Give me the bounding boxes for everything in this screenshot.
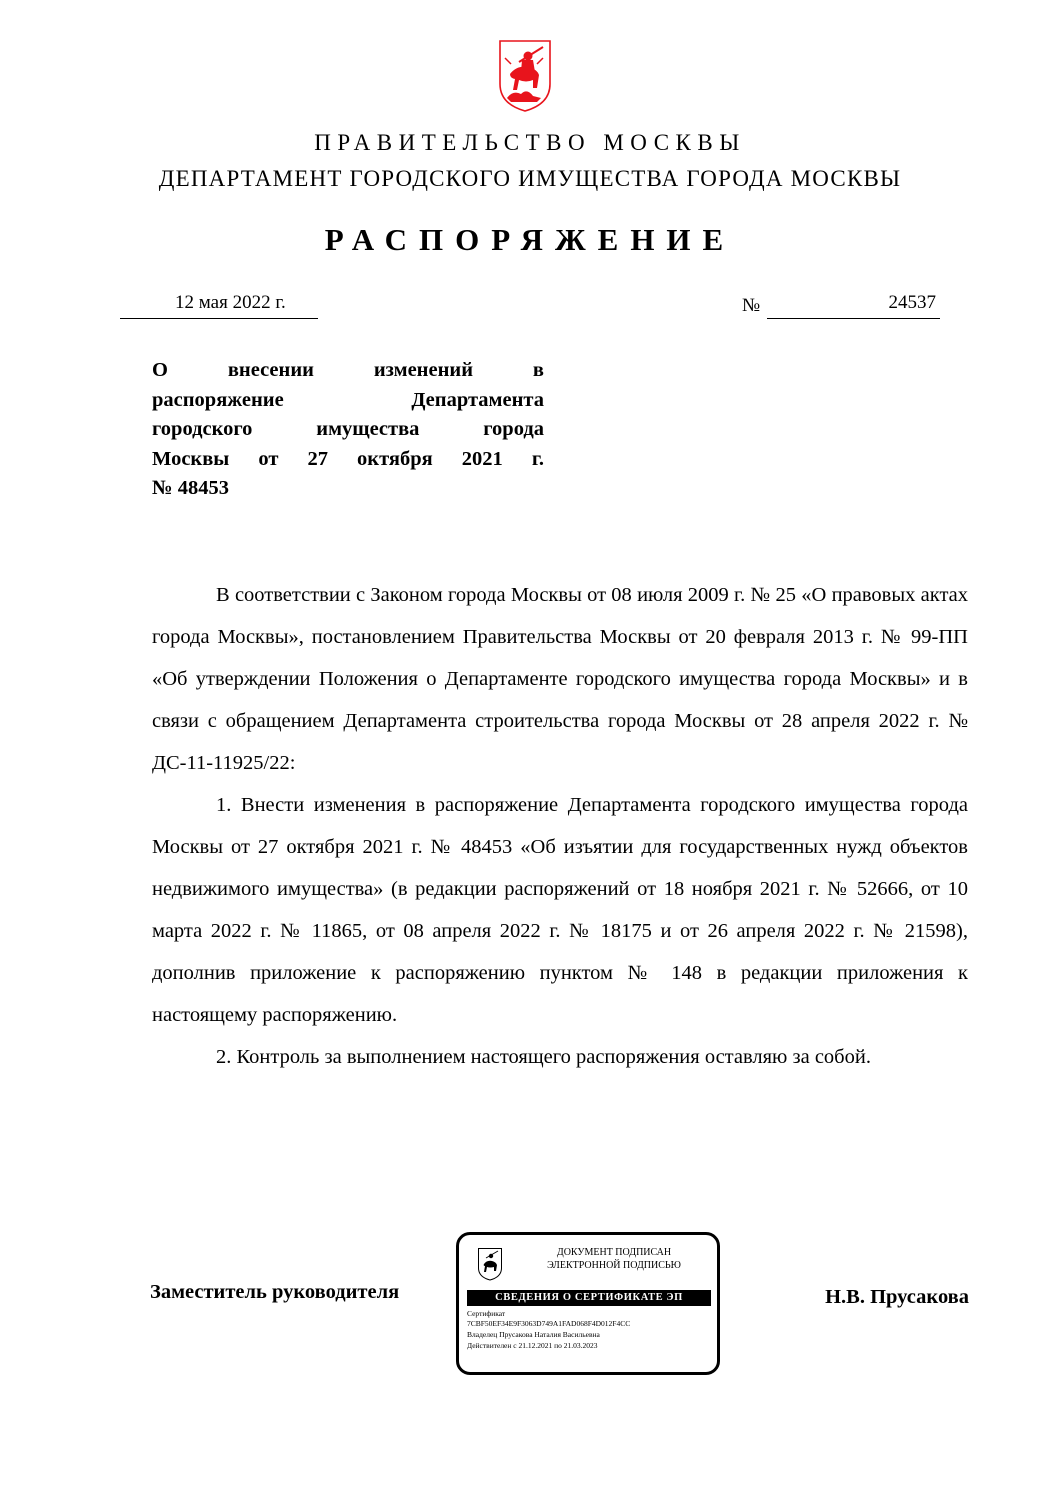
signatory-name: Н.В. Прусакова bbox=[825, 1286, 969, 1308]
stamp-validity: Действителен с 21.12.2021 по 21.03.2023 bbox=[467, 1341, 598, 1350]
organization-line-1: ПРАВИТЕЛЬСТВО МОСКВЫ bbox=[314, 130, 746, 155]
moscow-coat-of-arms-icon bbox=[497, 38, 553, 114]
stamp-header-line-1: ДОКУМЕНТ ПОДПИСАН bbox=[556, 1247, 672, 1258]
document-subject bbox=[152, 356, 544, 504]
document-number: 24537 bbox=[888, 292, 936, 313]
subject-line: распоряжение Департамента bbox=[152, 388, 544, 411]
document-body bbox=[152, 574, 968, 1078]
subject-line: городского имущества города bbox=[152, 418, 544, 440]
organization-line-2: ДЕПАРТАМЕНТ ГОРОДСКОГО ИМУЩЕСТВА ГОРОДА МОСКВЫ bbox=[158, 166, 902, 191]
stamp-owner: Владелец Прусакова Наталия Васильевна bbox=[467, 1330, 600, 1339]
body-paragraph-item-2: 2. Контроль за выполнением настоящего распоряжения оставляю за собой. bbox=[216, 1046, 871, 1068]
stamp-certificate-id: 7CBF50EF34E9F3063D749A1FAD068F4D012F4CC bbox=[467, 1319, 631, 1328]
document-date-field bbox=[120, 288, 318, 319]
subject-line: О внесении изменений в bbox=[152, 359, 544, 381]
body-paragraph-preamble: В соответствии с Законом города Москвы от 08 июля 2009 г. № 25 «О правовых актах города Москвы», постановлением Правительства Москвы от 20 февраля 2013 г. № 99-ПП «Об утверждении Положения о Департаменте городского имущества города Москвы» и в связи с обращением Департамента строительства города Москвы от 28 апреля 2022 г. № ДС-11-11925/22: bbox=[152, 584, 968, 774]
document-type-title: РАСПОРЯЖЕНИЕ bbox=[324, 222, 736, 257]
number-sign: № bbox=[742, 295, 761, 316]
subject-line: № 48453 bbox=[152, 477, 229, 499]
document-date: 12 мая 2022 г. bbox=[175, 292, 286, 313]
electronic-signature-stamp bbox=[456, 1232, 720, 1375]
stamp-certificate-label: Сертификат bbox=[467, 1309, 506, 1318]
stamp-certificate-bar: СВЕДЕНИЯ О СЕРТИФИКАТЕ ЭП bbox=[467, 1290, 711, 1306]
signatory-title: Заместитель руководителя bbox=[150, 1281, 400, 1303]
body-paragraph-item-1: 1. Внести изменения в распоряжение Департамента городского имущества города Москвы от 27 октября 2021 г. № 48453 «Об изъятии для государственных нужд объектов недвижимого имущества» (в редакции распоряжений от 18 ноября 2021 г. № 52666, от 10 марта 2022 г. № 11865, от 08 апреля 2022 г. № 18175 и от 26 апреля 2022 г. № 21598), дополнив приложение к распоряжению пунктом № 148 в редакции приложения к настоящему распоряжению. bbox=[152, 794, 968, 1026]
stamp-header-line-2: ЭЛЕКТРОННОЙ ПОДПИСЬЮ bbox=[547, 1260, 681, 1271]
subject-line: Москвы от 27 октября 2021 г. bbox=[152, 447, 544, 470]
document-number-field bbox=[767, 288, 940, 319]
moscow-coat-of-arms-icon bbox=[477, 1247, 503, 1281]
